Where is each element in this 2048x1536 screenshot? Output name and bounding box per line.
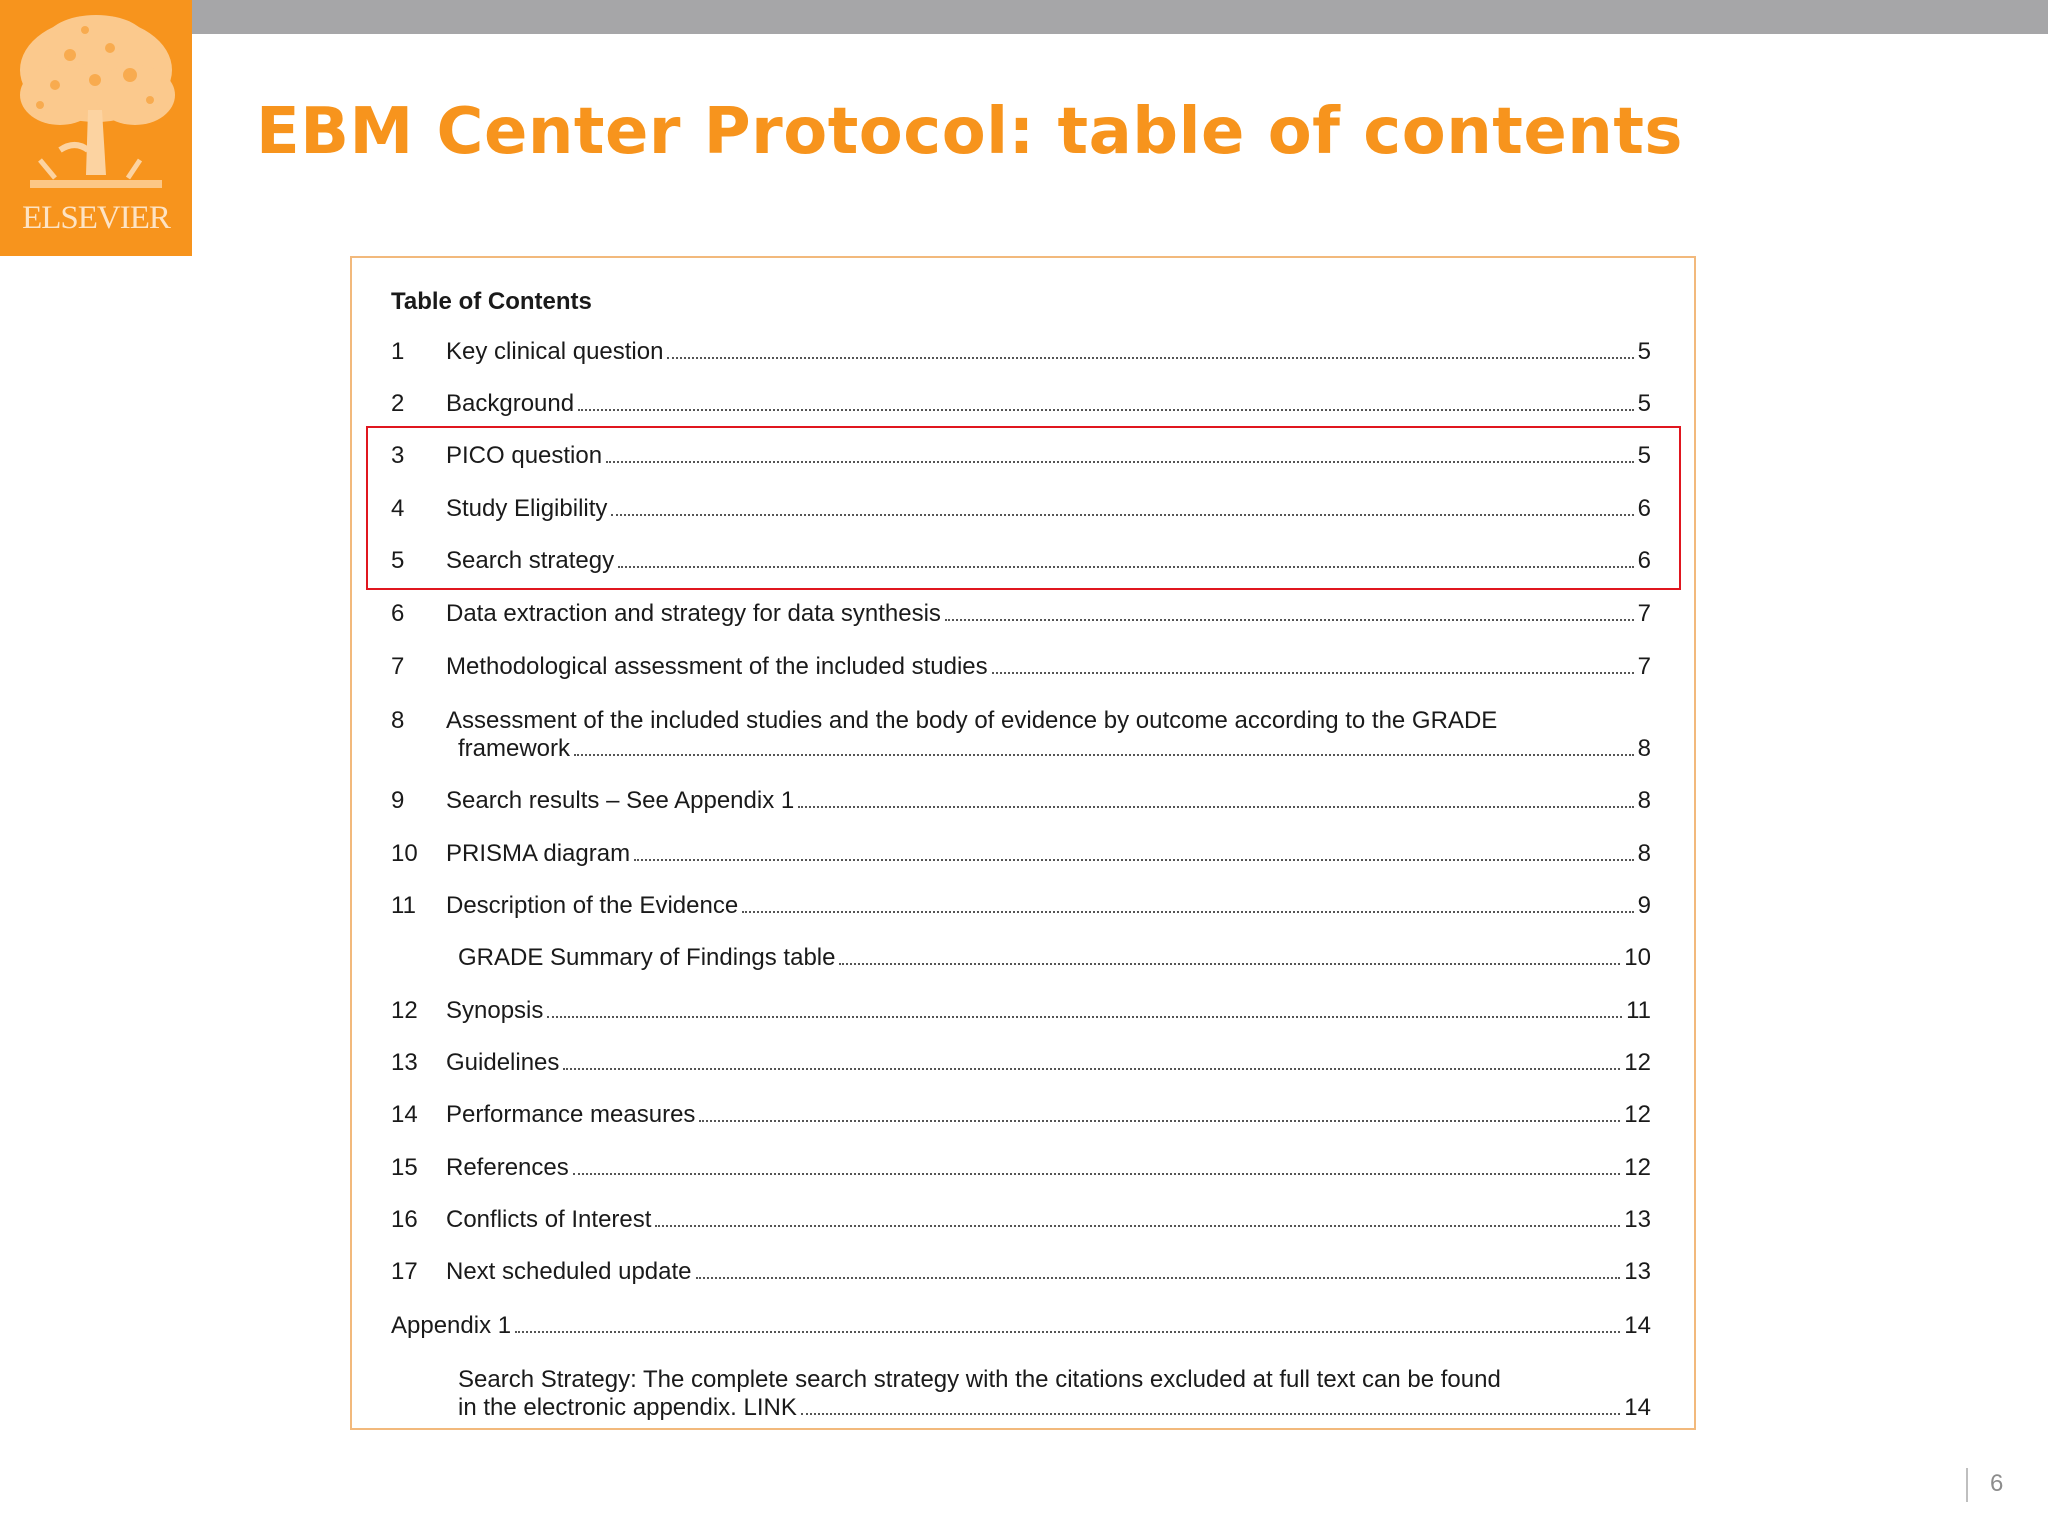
- toc-entry-page: 5: [1637, 390, 1651, 417]
- toc-entry-page: 9: [1637, 892, 1651, 919]
- toc-entry-title: Background: [446, 390, 575, 417]
- toc-entry-page: 5: [1637, 338, 1651, 365]
- dot-leader: [655, 1224, 1620, 1227]
- toc-entry: [391, 1100, 1651, 1130]
- toc-entry-number: 9: [391, 787, 405, 814]
- toc-entry-page: 12: [1624, 1101, 1651, 1128]
- page-number: 6: [1990, 1470, 2004, 1497]
- toc-entry: [391, 839, 1651, 869]
- dot-leader: [945, 618, 1634, 621]
- toc-entry: [391, 599, 1651, 629]
- elsevier-logo: [0, 0, 192, 256]
- dot-leader: [574, 753, 1634, 756]
- toc-entry-number: 1: [391, 338, 405, 365]
- toc-entry-title-line1: Search Strategy: The complete search strategy with the citations excluded at full text can be found: [458, 1366, 1501, 1393]
- toc-heading: Table of Contents: [391, 288, 592, 315]
- dot-leader: [992, 671, 1634, 674]
- toc-entry: [391, 891, 1651, 921]
- toc-entry: [391, 337, 1651, 367]
- toc-entry-title: Synopsis: [446, 997, 544, 1024]
- toc-entry-page: 13: [1624, 1258, 1651, 1285]
- toc-entry: [391, 389, 1651, 419]
- toc-entry-title: Conflicts of Interest: [446, 1206, 652, 1233]
- toc-entry: [391, 1257, 1651, 1287]
- toc-entry-page: 14: [1624, 1394, 1651, 1421]
- toc-entry-number: 4: [391, 495, 405, 522]
- toc-entry-title: Guidelines: [446, 1049, 560, 1076]
- toc-entry-number: 6: [391, 600, 405, 627]
- toc-entry-title: framework: [458, 735, 571, 762]
- toc-entry-title: Methodological assessment of the included studies: [446, 653, 988, 680]
- dot-leader: [801, 1412, 1620, 1415]
- dot-leader: [578, 408, 1634, 411]
- toc-entry: [391, 1048, 1651, 1078]
- elsevier-wordmark: ELSEVIER: [22, 200, 170, 236]
- toc-entry-title: Performance measures: [446, 1101, 696, 1128]
- highlight-box: [366, 426, 1681, 590]
- toc-entry-page: 11: [1626, 997, 1651, 1024]
- toc-entry-page: 7: [1637, 600, 1651, 627]
- toc-entry-number: 15: [391, 1154, 418, 1181]
- toc-subentry: [391, 1366, 1651, 1423]
- dot-leader: [699, 1119, 1620, 1122]
- toc-entry-title: Search strategy: [446, 547, 615, 574]
- toc-entry-number: 2: [391, 390, 405, 417]
- toc-entry-title: Search results – See Appendix 1: [446, 787, 795, 814]
- toc-subentry: [391, 943, 1651, 973]
- toc-entry-title: References: [446, 1154, 569, 1181]
- toc-entry: [391, 1205, 1651, 1235]
- dot-leader: [798, 805, 1633, 808]
- dot-leader: [634, 858, 1634, 861]
- toc-entry-number: 3: [391, 442, 405, 469]
- toc-entry-title: Description of the Evidence: [446, 892, 739, 919]
- toc-entry-page: 7: [1637, 653, 1651, 680]
- toc-entry-title: PRISMA diagram: [446, 840, 631, 867]
- toc-entry-number: 17: [391, 1258, 418, 1285]
- toc-entry-number: 16: [391, 1206, 418, 1233]
- dot-leader: [742, 910, 1633, 913]
- dot-leader: [515, 1330, 1620, 1333]
- toc-entry-number: 11: [391, 892, 416, 919]
- toc-entry: [391, 996, 1651, 1026]
- toc-entry-number: 13: [391, 1049, 418, 1076]
- page-number-divider: [1966, 1468, 1968, 1502]
- toc-entry-page: 5: [1637, 442, 1651, 469]
- dot-leader: [667, 356, 1633, 359]
- toc-entry: [391, 786, 1651, 816]
- toc-entry-number: 14: [391, 1101, 418, 1128]
- toc-entry-title: PICO question: [446, 442, 603, 469]
- toc-entry-page: 8: [1637, 840, 1651, 867]
- toc-entry-page: 6: [1637, 547, 1651, 574]
- toc-entry-page: 13: [1624, 1206, 1651, 1233]
- tree-icon: [0, 0, 192, 200]
- toc-entry-title: GRADE Summary of Findings table: [458, 944, 836, 971]
- toc-entry-number: 10: [391, 840, 418, 867]
- toc-entry-page: 14: [1624, 1312, 1651, 1339]
- toc-entry-page: 12: [1624, 1049, 1651, 1076]
- dot-leader: [547, 1015, 1622, 1018]
- dot-leader: [573, 1172, 1621, 1175]
- dot-leader: [839, 962, 1620, 965]
- toc-entry-title: Key clinical question: [446, 338, 664, 365]
- toc-entry: [391, 652, 1651, 682]
- toc-entry-title: Study Eligibility: [446, 495, 608, 522]
- toc-entry: [391, 1153, 1651, 1183]
- dot-leader: [696, 1276, 1621, 1279]
- toc-entry-title-line1: Assessment of the included studies and the body of evidence by outcome according to the GRADE: [446, 707, 1498, 734]
- toc-entry-page: 8: [1637, 787, 1651, 814]
- toc-entry-number: 12: [391, 997, 418, 1024]
- toc-appendix-entry: [391, 1311, 1651, 1341]
- toc-entry-number: 5: [391, 547, 405, 574]
- toc-entry-number: 7: [391, 653, 405, 680]
- top-bar: [192, 0, 2048, 34]
- toc-entry-page: 12: [1624, 1154, 1651, 1181]
- slide-title: EBM Center Protocol: table of contents: [256, 95, 1683, 169]
- toc-entry-page: 6: [1637, 495, 1651, 522]
- toc-entry-title: Data extraction and strategy for data synthesis: [446, 600, 941, 627]
- toc-entry-number: 8: [391, 707, 405, 734]
- toc-entry-title: Appendix 1: [391, 1312, 512, 1339]
- toc-entry-page: 10: [1624, 944, 1651, 971]
- toc-entry-title: in the electronic appendix. LINK: [458, 1394, 797, 1421]
- toc-entry: [391, 707, 1651, 764]
- toc-entry-page: 8: [1637, 735, 1651, 762]
- toc-entry-title: Next scheduled update: [446, 1258, 692, 1285]
- dot-leader: [563, 1067, 1620, 1070]
